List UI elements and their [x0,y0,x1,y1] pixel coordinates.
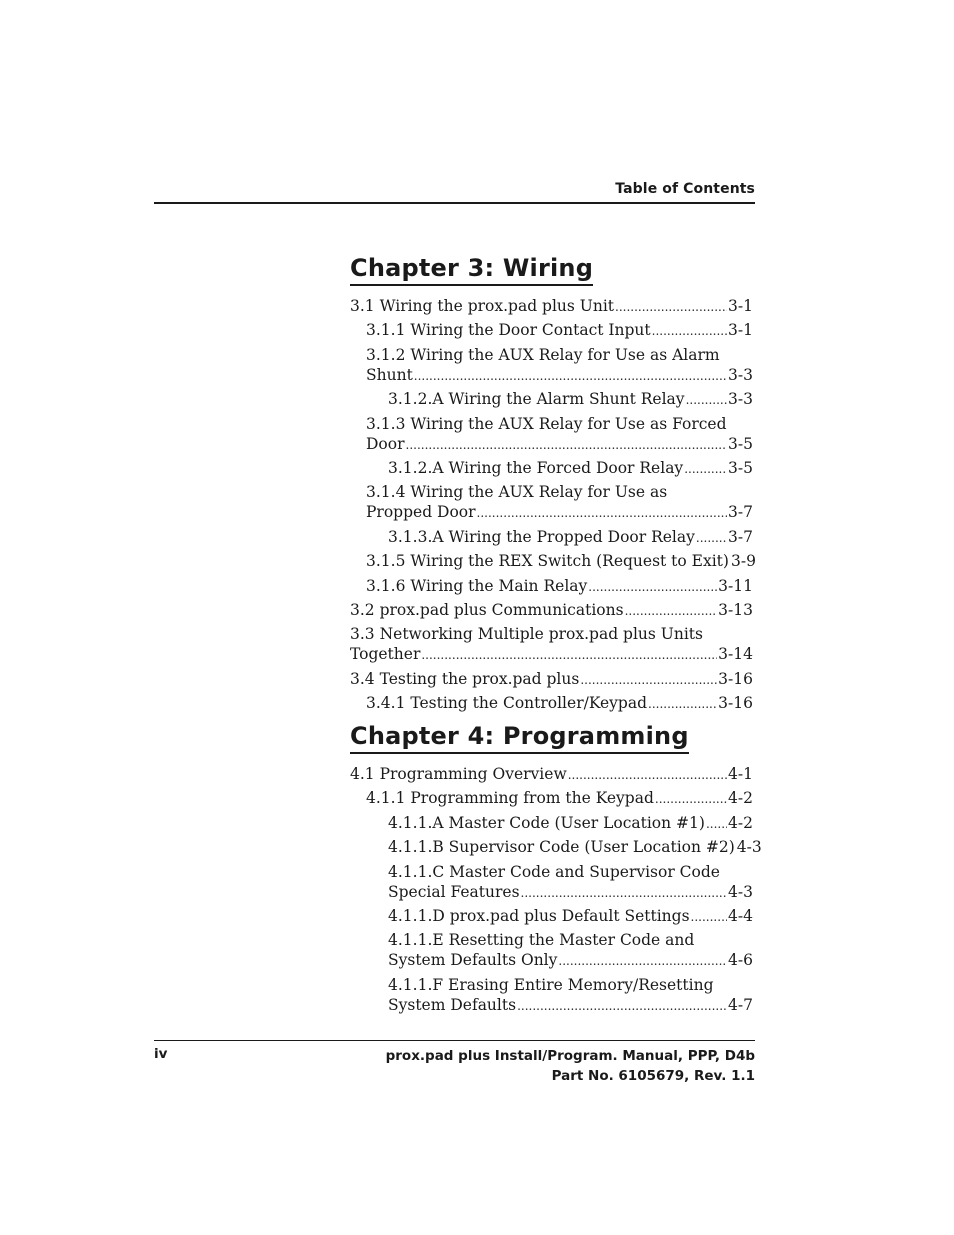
toc-entry-title: System Defaults Only [388,951,558,970]
toc-entry-line [366,502,753,523]
toc-entry-line [350,644,753,665]
toc-entry-title: System Defaults [388,995,517,1014]
toc-page-number: 4-4 [728,907,753,926]
toc-entry-title: 4.1.1 Programming from the Keypad [366,789,654,808]
toc-page-number: 3-3 [728,365,753,384]
chapter-3-block [350,252,756,714]
toc-entry[interactable] [350,669,753,690]
toc-list [350,296,756,714]
toc-page-number: 3-9 [730,552,756,571]
toc-entry-title: Shunt [366,365,413,384]
toc-entry-title: 3.1.2.A Wiring the Forced Door Relay [388,458,684,477]
running-header-title: Table of Contents [615,181,755,197]
toc-page-number: 4-7 [728,995,753,1014]
toc-entry-title: 3.1.6 Wiring the Main Relay [366,576,588,595]
toc-entry-line [388,458,753,479]
toc-entry[interactable] [350,527,753,548]
toc-page-number: 3-3 [728,390,753,409]
toc-entry-line [388,813,753,834]
dot-leader [414,366,727,386]
toc-entry[interactable] [350,624,753,665]
toc-page-number: 3-14 [718,645,753,664]
chapter-4-block [350,720,762,1016]
toc-page-number: 3-5 [728,434,753,453]
toc-entry-title: 3.1.5 Wiring the REX Switch (Request to Exit) [366,552,729,571]
toc-page-number: 3-5 [728,458,753,477]
dot-leader [615,297,727,317]
toc-entry-line [366,788,753,809]
dot-leader [655,789,727,809]
toc-entry[interactable] [350,414,753,455]
manual-title: prox.pad plus Install/Program. Manual, PPP, D4b [385,1048,755,1064]
toc-entry-title: Propped Door [366,503,476,522]
toc-page-number: 3-1 [728,297,753,315]
toc-entry-title-line: 3.1.4 Wiring the AUX Relay for Use as [366,483,668,502]
toc-entry[interactable] [350,600,753,621]
toc-entry[interactable] [350,788,753,809]
toc-entry-title: Special Features [388,882,520,901]
dot-leader [652,321,727,341]
toc-entry[interactable] [350,482,753,523]
toc-entry-title-line: 3.1.3 Wiring the AUX Relay for Use as Forced [366,414,727,433]
page-number: iv [154,1046,168,1062]
toc-page-number: 4-1 [728,765,753,784]
toc-page-number: 3-7 [728,503,753,522]
dot-leader [406,435,728,455]
toc-entry-title-line: 3.3 Networking Multiple prox.pad plus Units [350,625,703,644]
toc-entry-title: 3.1.1 Wiring the Door Contact Input [366,321,651,340]
toc-entry[interactable] [350,813,753,834]
part-number: Part No. 6105679, Rev. 1.1 [551,1068,755,1084]
toc-entry[interactable] [350,320,753,341]
toc-entry-title: Door [366,434,405,453]
dot-leader [648,694,717,714]
toc-entry-line [388,837,762,858]
toc-page-number: 4-3 [728,882,753,901]
toc-entry-line [388,882,753,903]
toc-page-number: 4-2 [728,813,753,832]
toc-entry-line [350,764,753,785]
toc-entry-line [388,906,753,927]
toc-page-number: 3-16 [718,669,753,688]
toc-entry-line [366,365,753,386]
dot-leader [684,459,727,479]
toc-page-number: 3-16 [718,694,753,713]
page-footer [154,1040,755,1084]
toc-entry[interactable] [350,389,753,410]
toc-page-number: 3-1 [728,321,753,340]
toc-entry[interactable] [350,764,753,785]
toc-entry-line [350,669,753,690]
toc-entry[interactable] [350,345,753,386]
toc-entry-title-line: 3.1.2 Wiring the AUX Relay for Use as Alarm [366,345,720,364]
dot-leader [625,601,718,621]
toc-entry-line [350,600,753,621]
toc-entry-line [350,296,753,317]
toc-entry-title: 4.1.1.D prox.pad plus Default Settings [388,907,690,926]
toc-entry[interactable] [350,837,762,858]
dot-leader [691,907,727,927]
dot-leader [706,814,727,834]
dot-leader [421,645,717,665]
toc-entry-title: 3.1.3.A Wiring the Propped Door Relay [388,527,695,546]
toc-entry-title: 3.1 Wiring the prox.pad plus Unit [350,297,615,315]
toc-list [350,764,762,1016]
dot-leader [580,670,717,690]
dot-leader [568,765,727,785]
table-of-contents [350,252,762,1022]
toc-entry[interactable] [350,930,753,971]
toc-entry-line [388,995,753,1016]
toc-entry-title-line: 4.1.1.E Resetting the Master Code and [388,931,695,950]
toc-entry-line [388,389,753,410]
toc-entry[interactable] [350,975,753,1016]
toc-page-number: 4-3 [736,838,762,857]
dot-leader [517,996,727,1016]
toc-entry[interactable] [350,693,753,714]
dot-leader [686,390,727,410]
toc-entry[interactable] [350,551,756,572]
toc-page-number: 4-6 [728,951,753,970]
toc-entry-line [366,320,753,341]
toc-entry-line [366,576,753,597]
dot-leader [696,528,727,548]
toc-entry-title: Together [350,645,421,664]
toc-page-number: 3-13 [718,600,753,619]
dot-leader [477,503,727,523]
toc-entry-line [388,527,753,548]
toc-entry-title: 3.4.1 Testing the Controller/Keypad [366,694,647,713]
toc-entry-title: 3.1.2.A Wiring the Alarm Shunt Relay [388,390,685,409]
toc-entry-title: 4.1.1.B Supervisor Code (User Location #2) [388,838,735,857]
toc-entry[interactable] [350,296,753,317]
toc-entry-line [388,950,753,971]
toc-entry-title: 3.2 prox.pad plus Communications [350,600,624,619]
dot-leader [558,951,727,971]
toc-page-number: 4-2 [728,789,753,808]
toc-page-number: 3-7 [728,527,753,546]
footer-document-info [386,1046,755,1086]
toc-entry[interactable] [350,862,753,903]
toc-entry-title: 4.1.1.A Master Code (User Location #1) [388,813,705,832]
toc-entry-title-line: 4.1.1.C Master Code and Supervisor Code [388,862,720,881]
toc-entry-title-line: 4.1.1.F Erasing Entire Memory/Resetting [388,975,714,994]
toc-entry[interactable] [350,906,753,927]
toc-entry-title: 4.1 Programming Overview [350,765,567,784]
toc-entry[interactable] [350,458,753,479]
toc-entry-line [366,551,756,572]
chapter-heading: Chapter 3: Wiring [350,252,593,286]
toc-entry[interactable] [350,576,753,597]
page-header [154,178,755,204]
toc-page-number: 3-11 [718,576,753,595]
dot-leader [521,883,727,903]
toc-entry-line [366,434,753,455]
chapter-heading: Chapter 4: Programming [350,720,689,754]
toc-entry-title: 3.4 Testing the prox.pad plus [350,669,580,688]
toc-entry-line [366,693,753,714]
dot-leader [588,577,717,597]
